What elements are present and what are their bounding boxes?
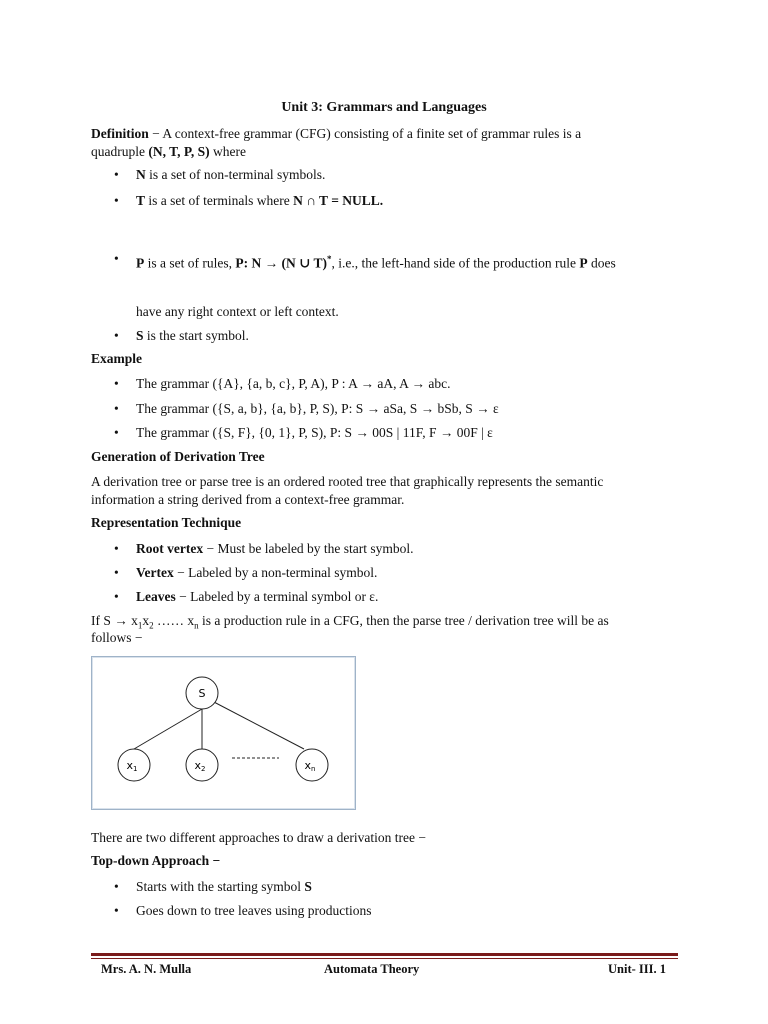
bullet-icon: • bbox=[114, 193, 119, 208]
generation-line-2: information a string derived from a context-free grammar. bbox=[91, 492, 405, 507]
footer-unit: Unit- III. 1 bbox=[608, 962, 666, 976]
footer-rule-thin bbox=[91, 958, 678, 959]
tree-label-leaf-2: x2 bbox=[194, 759, 206, 773]
list-item-p-continuation: have any right context or left context. bbox=[136, 304, 339, 319]
generation-line-1: A derivation tree or parse tree is an ordered rooted tree that graphically represents the semantic bbox=[91, 474, 604, 489]
edge-root-leaf1 bbox=[134, 709, 202, 749]
bullet-icon: • bbox=[114, 251, 119, 266]
bullet-icon: • bbox=[114, 167, 119, 182]
bullet-icon: • bbox=[114, 589, 119, 604]
tree-label-leaf-n: xn bbox=[304, 759, 316, 773]
bullet-icon: • bbox=[114, 541, 119, 556]
bullet-icon: • bbox=[114, 401, 119, 416]
bullet-icon: • bbox=[114, 425, 119, 440]
tree-label-leaf-1: x1 bbox=[126, 759, 138, 773]
definition-line-2: quadruple (N, T, P, S) where bbox=[91, 144, 246, 159]
bullet-icon: • bbox=[114, 879, 119, 894]
derivation-tree-diagram bbox=[92, 657, 355, 809]
bullet-icon: • bbox=[114, 565, 119, 580]
footer-rule-thick bbox=[91, 953, 678, 956]
definition-line-1: Definition − A context-free grammar (CFG) consisting of a finite set of grammar rules is a bbox=[91, 126, 582, 141]
edge-root-leafn bbox=[212, 701, 304, 749]
page-title: Unit 3: Grammars and Languages bbox=[281, 100, 487, 115]
tree-label-root: S bbox=[198, 687, 206, 700]
footer-author: Mrs. A. N. Mulla bbox=[101, 962, 192, 976]
production-line-2: follows − bbox=[91, 630, 143, 645]
approaches-intro: There are two different approaches to draw a derivation tree − bbox=[91, 830, 426, 845]
top-down-heading: Top-down Approach − bbox=[91, 853, 221, 868]
example-heading: Example bbox=[91, 351, 143, 366]
definition-label: Definition bbox=[91, 126, 149, 141]
generation-heading: Generation of Derivation Tree bbox=[91, 449, 265, 464]
footer-subject: Automata Theory bbox=[324, 962, 420, 976]
representation-heading: Representation Technique bbox=[91, 515, 242, 530]
bullet-icon: • bbox=[114, 328, 119, 343]
derivation-tree-figure bbox=[91, 656, 356, 810]
bullet-icon: • bbox=[114, 903, 119, 918]
bullet-icon: • bbox=[114, 376, 119, 391]
production-line-1: If $S \to x_1x_2$ …… $x_n$ is a production rule in a CFG, then the parse tree / derivation tree will be as bbox=[91, 613, 609, 631]
